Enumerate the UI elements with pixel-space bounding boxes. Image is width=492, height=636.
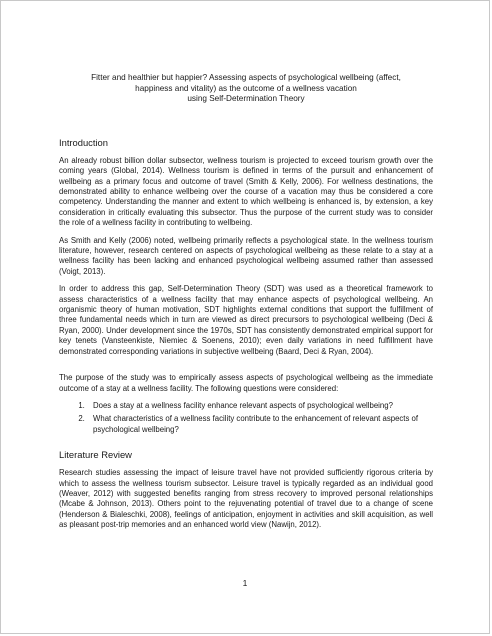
page-number: 1 (242, 578, 248, 588)
page-content (59, 73, 433, 538)
introduction-paragraph: An already robust billion dollar subsector, wellness tourism is projected to exceed tourism growth over the coming years (Global, 2014). Wellness tourism is defined in terms of the pursuit and enhancement of wellbeing as a primary focus and outcome of travel (Smith & Kelly, 2006). For wellness destinations, the demonstrated ability to enhance wellbeing over the course of a vacation may thus be considered a core competency. Understanding the manner and extent to which wellbeing is enhanced is, by extension, a key consideration in critically evaluating this subsector. Thus the purpose of the current study was to consider the role of a wellness facility in contributing to wellbeing. (59, 155, 433, 228)
research-questions-list (59, 401, 433, 435)
literature-review-heading: Literature Review (59, 449, 132, 461)
research-question: 1. Does a stay at a wellness facility enhance relevant aspects of psychological wellbeing? (87, 401, 433, 411)
introduction-heading: Introduction (59, 136, 108, 148)
title-line: using Self-Determination Theory (187, 94, 305, 104)
introduction-paragraph: The purpose of the study was to empirically assess aspects of psychological wellbeing as the immediate outcome of a stay at a wellness facility. The following questions were considered: (59, 373, 433, 393)
paper-title (59, 73, 433, 105)
introduction-paragraph: In order to address this gap, Self-Determination Theory (SDT) was used as a theoretical framework to assess characteristics of a wellness facility that may enhance aspects of psychological wellbeing. An organismic theory of human motivation, SDT highlights external conditions that support the fulfillment of three fundamental needs which in turn are viewed as direct precursors to psychological wellbeing (Deci & Ryan, 2000). Under development since the 1970s, SDT has consistently demonstrated empirical support for key tenets (Vansteenkiste, Niemiec & Soenens, 2010); even daily variations in need fulfillment have demonstrated corresponding variations in subjective wellbeing (Baard, Deci & Ryan, 2004). (59, 284, 433, 356)
title-line: Fitter and healthier but happier? Assessing aspects of psychological wellbeing (affect, (91, 73, 401, 82)
literature-review-paragraph: Research studies assessing the impact of leisure travel have not provided sufficiently rigorous criteria by which to assess the wellness tourism subsector. Leisure travel is typically regarded as an individual good (Weaver, 2012) with suggested benefits ranging from stress recovery to improved personal relationships (Mcabe & Johnson, 2013). Others point to the rejuvenating potential of travel due to a change of scene (Henderson & Bialeschki, 2008), feelings of anticipation, enjoyment in activities and skill acquisition, as well as pleasant post-trip memories and an enhanced world view (Nawijn, 2012). (59, 468, 433, 530)
title-line: happiness and vitality) as the outcome of a wellness vacation (135, 83, 357, 93)
research-question: 2. What characteristics of a wellness facility contribute to the enhancement of relevant aspects of psychological wellbeing? (87, 414, 433, 435)
introduction-paragraph: As Smith and Kelly (2006) noted, wellbeing primarily reflects a psychological state. In the wellness tourism literature, however, research centered on aspects of psychological wellbeing as these relate to a stay at a wellness facility has been lacking and enhanced psychological wellbeing assumed rather than assessed (Voigt, 2013). (59, 235, 433, 276)
